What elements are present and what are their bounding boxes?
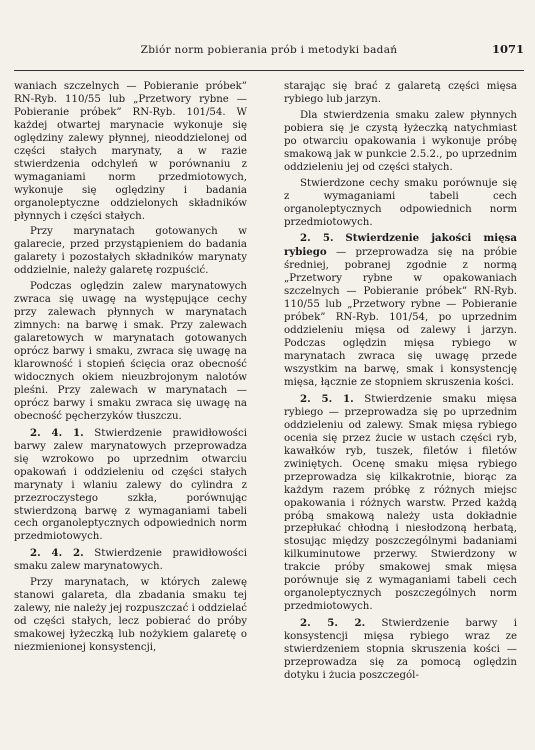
page-number: 1071: [491, 42, 524, 56]
paragraph: [284, 393, 517, 614]
paragraph: [14, 226, 247, 278]
right-column: [284, 81, 517, 686]
left-column: [14, 81, 247, 658]
paragraph-text: — przeprowadza się na próbie średniej, pobranej zgodnie z normą „Przetwory rybne w opakowaniach szczelnych — Pobieranie próbek” RN-Ryb. 110/55 lub „Przetwory rybne — Pobieranie próbek” RN-Ryb. 101/54, po uprzednim oddzieleniu mięsa od zalewy i jarzyn. Podczas oględzin mięsa rybiego w marynatach zwraca się uwagę przede wszystkim na barwę, smak i konsystencję mięsa, łącznie ze stopniem skruszenia kości.: [284, 247, 517, 388]
section-number: 2. 5.: [300, 232, 334, 245]
paragraph-text: Dla stwierdzenia smaku zalew płynnych pobiera się je czystą łyżeczką natychmiast po otwarciu opakowania i wykonuje próbę smakową jak w punkcie 2.5.2., po uprzednim oddzieleniu jej od części stałych.: [284, 109, 517, 173]
paragraph: [284, 232, 517, 389]
page-header: [14, 38, 524, 71]
paragraph-text: Stwierdzenie prawidłowości smaku zalew marynatowych.: [14, 548, 247, 573]
paragraph-text: Przy marynatach gotowanych w galarecie, przed przystąpieniem do badania galarety i pozostałych składników marynaty oddzielnie, należy galaretę rozpuścić.: [14, 226, 247, 277]
paragraph-text: Stwierdzenie barwy i konsystencji mięsa rybiego wraz ze stwierdzeniem stopnia skruszenia kości — przeprowadza się za pomocą oględzin dotyku i żucia poszczegól-: [284, 618, 517, 681]
paragraph: [14, 427, 247, 545]
header-title: Zbiór norm pobierania prób i metodyki badań: [140, 44, 398, 56]
paragraph-text: Stwierdzenie smaku mięsa rybiego — przeprowadza się po uprzednim oddzieleniu od zalewy. Smak mięsa rybiego ocenia się przez żucie w ustach części ryb, kawałków ryb, tuszek, filetów i filetów zwiniętych. Ocenę smaku mięsa rybiego przeprowadza się kilkakrotnie, biorąc za każdym razem próbkę z różnych miejsc opakowania i różnych warstw. Przed każdą próbą smakową należy usta dokładnie przepłukać chłodną i niesłodzoną herbatą, stosując między poszczególnymi badaniami kilkuminutowe przerwy. Stwierdzony w trakcie próby smakowej smak mięsa porównuje się z wymaganiami tabeli cech organoleptycznych poszczególnych norm przedmiotowych.: [284, 393, 518, 613]
paragraph-text: Przy marynatach, w których zalewę stanowi galareta, dla zbadania smaku tej zalewy, nie należy jej rozpuszczać i oddzielać od części stałych, lecz pobierać do próby smakowej łyżeczką lub nożykiem galaretę o niezmienionej konsystencji,: [14, 577, 247, 654]
section-number: 2. 5. 1.: [300, 392, 354, 405]
section-number: 2. 4. 2.: [30, 547, 84, 560]
paragraph: [14, 81, 247, 223]
paragraph: [284, 81, 517, 107]
section-heading: Stwierdzenie jakości mięsa rybiego: [284, 232, 517, 259]
paragraph-text: Stwierdzone cechy smaku porównuje się z wymaganiami tabeli cech organoleptycznych odpowiednich norm przedmiotowych.: [284, 177, 517, 228]
section-number: 2. 5. 2.: [300, 617, 366, 630]
paragraph-text: starając się brać z galaretą części mięsa rybiego lub jarzyn.: [284, 81, 517, 105]
paragraph: [284, 110, 517, 175]
paragraph: [14, 547, 247, 574]
paragraph-text: Podczas oględzin zalew marynatowych zwraca się uwagę na występujące cechy przy zalewach płynnych w marynatach zimnych: na barwę i smak. Przy zalewach galaretowych w marynatach gotowanych oprócz barwy i smaku, zwraca się uwagę na klarowność i stopień ścięcia oraz obecność widocznych okiem nieuzbrojonym nalotów pleśni. Przy zalewach w marynatach — oprócz barwy i smaku zwraca się uwagę na obecność pęcherzyków tłuszczu.: [14, 281, 247, 422]
paragraph: [284, 617, 517, 683]
paragraph-text: waniach szczelnych — Pobieranie próbek” RN-Ryb. 110/55 lub „Przetwory rybne — Pobieranie próbek” RN-Ryb. 101/54. W każdej otwartej marynacie wykonuje się oględziny zalewy płynnej, nieoddzielonej od części stałych marynaty, a w razie stwierdzenia odchyleń w porównaniu z wymaganiami norm przedmiotowych, wykonuje się oględziny i badania organoleptyczne oddzielonych składników płynnych i części stałych.: [14, 81, 247, 222]
paragraph: [14, 281, 247, 423]
paragraph: [14, 577, 247, 655]
section-number: 2. 4. 1.: [30, 426, 84, 439]
paragraph: [284, 178, 517, 230]
paragraph-text: Stwierdzenie prawidłowości barwy zalew marynatowych przeprowadza się wzrokowo po uprzednim otwarciu opakowań i oddzieleniu od części stałych marynaty i wlaniu zalewy do cylindra z przezroczystego szkła, porównując stwierdzoną barwę z wymaganiami tabeli cech organoleptycznych odpowiednich norm przedmiotowych.: [14, 427, 247, 543]
